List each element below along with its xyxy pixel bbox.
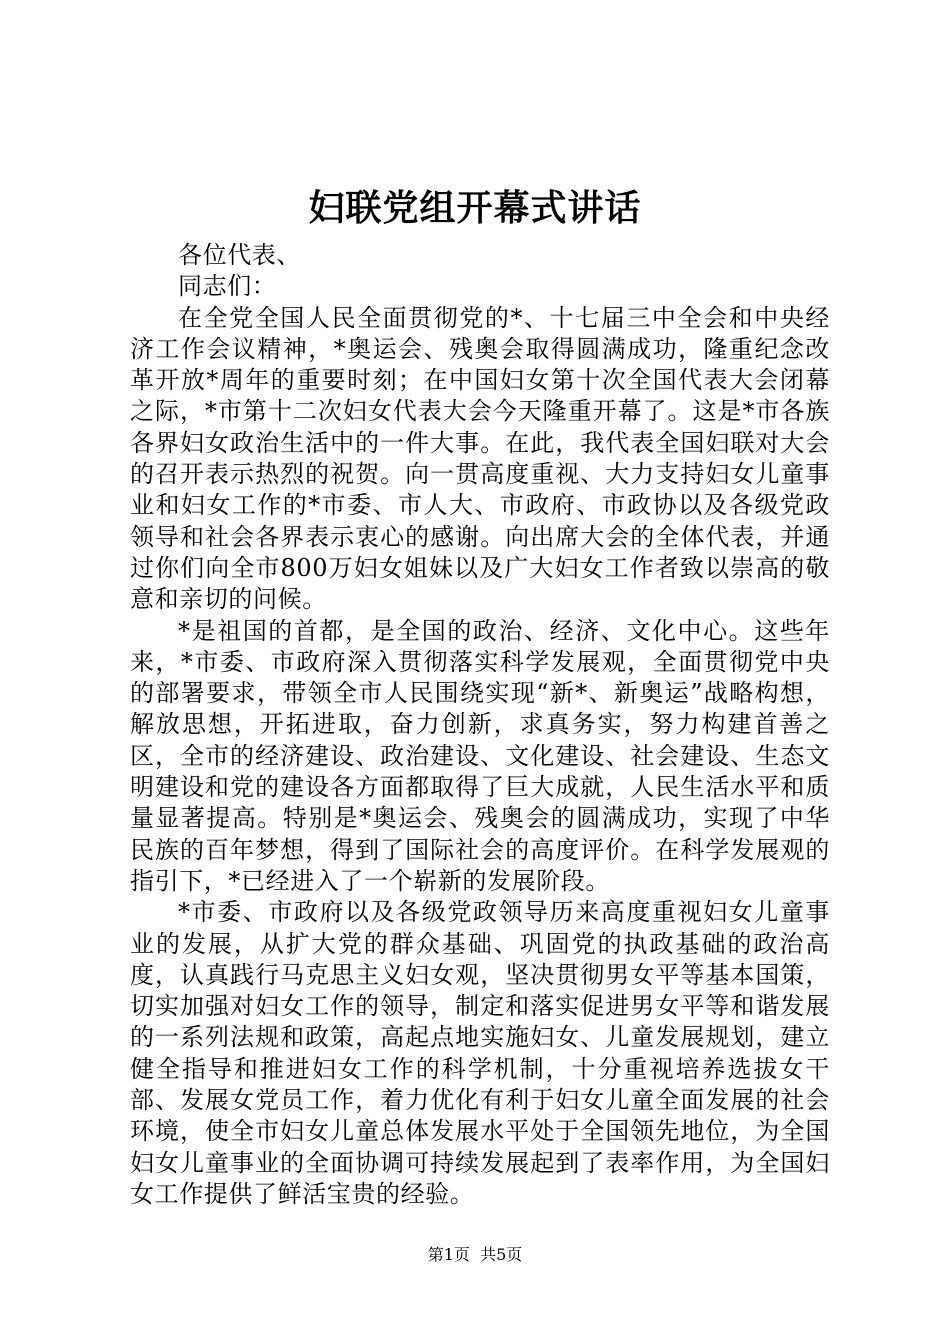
- salutation-line: 各位代表、: [178, 241, 301, 269]
- document-title: 妇联党组开幕式讲话: [308, 187, 642, 229]
- footer-separator: [470, 1245, 480, 1264]
- body-paragraph: *市委、市政府以及各级党政领导历来高度重视妇女儿童事业的发展，从扩大党的群众基础、巩固党的执政基础的政治高度，认真践行马克思主义妇女观，坚决贯彻男女平等基本国策，切实加强对妇女工作的领导，制定和落实促进男女平等和谐发展的一系列法规和政策，高起点地实施妇女、儿童发展规划，建立健全指导和推进妇女工作的科学机制，十分重视培养选拔女干部、发展女党员工作，着力优化有利于妇女儿童全面发展的社会环境，使全市妇女儿童总体发展水平处于全国领先地位，为全国妇女儿童事业的全面协调可持续发展起到了表率作用，为全国妇女工作提供了鲜活宝贵的经验。: [130, 898, 830, 1208]
- page-total: 共5页: [480, 1245, 523, 1264]
- page-footer: [0, 1243, 950, 1267]
- document-body: [130, 240, 830, 1210]
- salutation-line: 同志们：: [178, 272, 277, 301]
- body-paragraph: *是祖国的首都，是全国的政治、经济、文化中心。这些年来，*市委、市政府深入贯彻落实科学发展观，全面贯彻党中央的部署要求，带领全市人民围绕实现“新*、新奥运”战略构想，解放思想，开拓进取，奋力创新，求真务实，努力构建首善之区，全市的经济建设、政治建设、文化建设、社会建设、生态文明建设和党的建设各方面都取得了巨大成就，人民生活水平和质量显著提高。特别是*奥运会、残奥会的圆满成功，实现了中华民族的百年梦想，得到了国际社会的高度评价。在科学发展观的指引下，*已经进入了一个崭新的发展阶段。: [130, 616, 830, 895]
- body-paragraph: 在全党全国人民全面贯彻党的*、十七届三中全会和中央经济工作会议精神，*奥运会、残奥会取得圆满成功，隆重纪念改革开放*周年的重要时刻；在中国妇女第十次全国代表大会闭幕之际，*市第十二次妇女代表大会今天隆重开幕了。这是*市各族各界妇女政治生活中的一件大事。在此，我代表全国妇联对大会的召开表示热烈的祝贺。向一贯高度重视、大力支持妇女儿童事业和妇女工作的*市委、市人大、市政府、市政协以及各级党政领导和社会各界表示衷心的感谢。向出席大会的全体代表，并通过你们向全市800万妇女姐妹以及广大妇女工作者致以崇高的敬意和亲切的问候。: [130, 303, 830, 614]
- page-number: 第1页: [427, 1245, 470, 1264]
